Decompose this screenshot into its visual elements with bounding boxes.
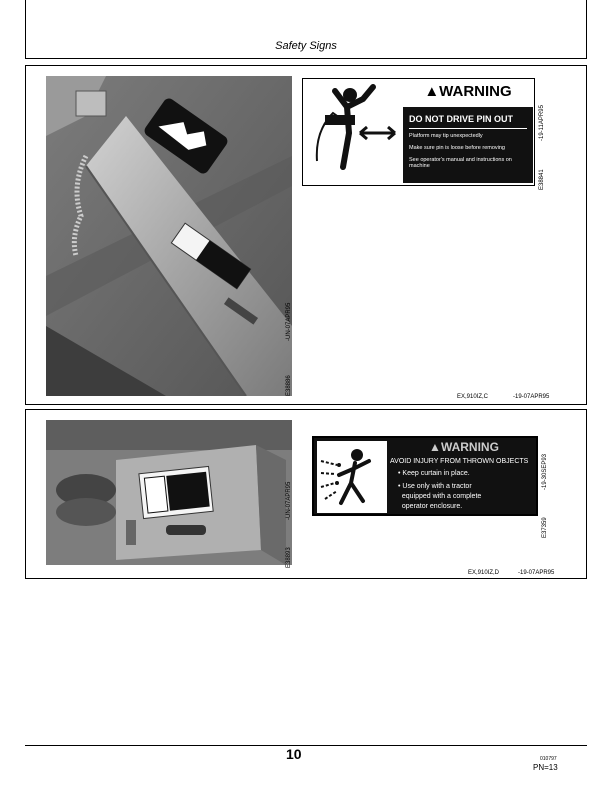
thrown-objects-bullet2-line-a: Use only with a tractor	[402, 483, 472, 490]
sign1-code: E38841	[539, 169, 545, 190]
pin-warning-line4: See operator's manual and instructions on machine	[409, 157, 512, 169]
pin-warning-title-text: WARNING	[439, 83, 512, 100]
photo1-code: E38886	[286, 375, 292, 396]
pin-warning-divider	[409, 128, 527, 129]
header-rule	[25, 58, 587, 59]
warning-triangle-icon: ▲	[429, 440, 441, 454]
pin-warning-sign	[302, 78, 535, 186]
warning-triangle-icon: ▲	[424, 83, 440, 100]
thrown-objects-bullet1-text: Keep curtain in place.	[402, 470, 470, 477]
thrown-objects-pictogram	[317, 441, 387, 513]
pin-warning-line1: DO NOT DRIVE PIN OUT	[409, 114, 514, 124]
pin-warning-panel	[403, 107, 533, 183]
panel1-caption-date: -19-07APR95	[513, 394, 550, 400]
thrown-objects-line1: AVOID INJURY FROM THROWN OBJECTS	[390, 458, 529, 465]
thrown-objects-bullet2: • Use only with a tractor equipped with a complete operator enclosure.	[398, 483, 482, 510]
panel2-caption-date: -19-07APR95	[518, 570, 555, 576]
sign1-side-ref: -19-11APR95	[539, 105, 545, 141]
pin-warning-pictogram	[305, 81, 400, 181]
photo2-code: E38893	[286, 547, 292, 568]
sign2-side-ref: -19-30SEP93	[542, 453, 548, 490]
pin-warning-line2: Platform may tip unexpectedly	[409, 133, 483, 139]
panel-pin-warning	[25, 65, 587, 405]
panel1-caption-ref: EX,910IZ,C	[457, 394, 489, 400]
thrown-objects-sign	[312, 436, 538, 516]
photo1-side-ref: -UN-07APR95	[286, 302, 292, 341]
pin-warning-title	[405, 83, 531, 105]
pin-warning-line3: Make sure pin is loose before removing	[409, 145, 505, 151]
thrown-objects-bullet2-line-c: operator enclosure.	[401, 503, 463, 510]
photo-hitch-shield	[46, 420, 292, 565]
photo-platform-pin-image	[46, 76, 292, 396]
page-number: 10	[286, 746, 302, 762]
thrown-objects-bullet1: • Keep curtain in place.	[398, 470, 470, 477]
footer-rule	[25, 745, 587, 746]
photo-hitch-shield-image	[46, 420, 292, 565]
section-title: Safety Signs	[275, 40, 337, 52]
thrown-objects-title	[394, 440, 534, 454]
thrown-objects-bullet2-line-b: equipped with a complete	[401, 493, 482, 500]
panel-thrown-objects-warning	[25, 409, 587, 579]
photo2-side-ref: -UN-07APR95	[286, 481, 292, 520]
panel2-caption-ref: EX,910IZ,D	[468, 570, 500, 576]
thrown-objects-title-text: WARNING	[440, 440, 499, 454]
footer-pn: PN=13	[533, 763, 558, 772]
photo-platform-pin	[46, 76, 292, 396]
footer-small-code: 010797	[540, 756, 557, 762]
sign2-code: E37359	[542, 517, 548, 538]
